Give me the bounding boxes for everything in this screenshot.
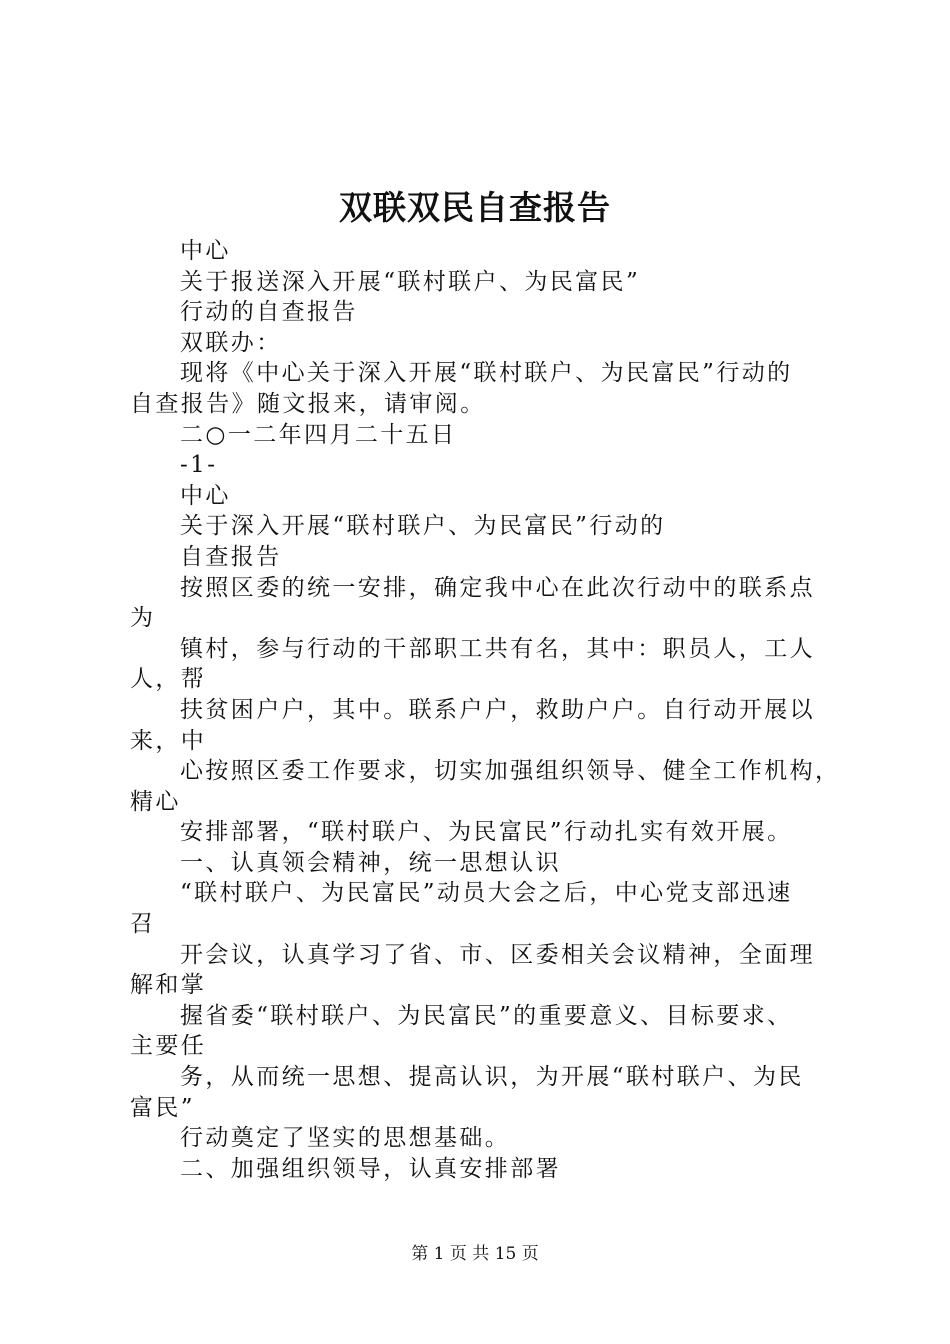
text-line: 双联办：: [180, 329, 282, 356]
text-line: 主要任: [130, 1033, 207, 1060]
text-line: 行动的自查报告: [180, 299, 358, 326]
text-line: 开会议，认真学习了省、市、区委相关会议精神，全面理: [180, 941, 815, 968]
text-line: 按照区委的统一安排，确定我中心在此次行动中的联系点: [180, 574, 815, 601]
text-line: 行动奠定了坚实的思想基础。: [180, 1125, 511, 1152]
text-line: 解和掌: [130, 972, 207, 999]
text-line: 二○一二年四月二十五日: [180, 421, 457, 448]
text-line: 心按照区委工作要求，切实加强组织领导、健全工作机构，: [180, 758, 841, 785]
text-line: 安排部署，“联村联户、为民富民”行动扎实有效开展。: [180, 819, 793, 846]
page-footer: 第 1 页 共 15 页: [411, 1244, 539, 1264]
text-line: 召: [130, 911, 156, 938]
text-line: “联村联户、为民富民”动员大会之后，中心党支部迅速: [180, 880, 793, 907]
text-line: -1-: [180, 452, 218, 479]
text-line: 扶贫困户户，其中。联系户户，救助户户。自行动开展以: [180, 696, 815, 723]
text-line: 来，中: [130, 727, 207, 754]
text-line: 中心: [180, 482, 231, 509]
text-line: 中心: [180, 238, 231, 264]
text-line: 自查报告》随文报来，请审阅。: [130, 390, 486, 417]
text-line: 富民”: [130, 1094, 195, 1121]
text-line: 镇村，参与行动的干部职工共有名，其中：职员人，工人: [180, 635, 815, 662]
text-line: 自查报告: [180, 543, 282, 570]
document-title: 双联双民自查报告: [339, 188, 611, 227]
text-line: 务，从而统一思想、提高认识，为开展“联村联户、为民: [180, 1064, 804, 1091]
text-line: 二、加强组织领导，认真安排部署: [180, 1155, 561, 1182]
text-line: 人，帮: [130, 666, 207, 693]
text-line: 关于报送深入开展“联村联户、为民富民”: [180, 268, 641, 295]
text-line: 精心: [130, 788, 181, 815]
document-body: [130, 236, 841, 1184]
text-line: 现将《中心关于深入开展“联村联户、为民富民”行动的: [180, 360, 793, 387]
text-line: 一、认真领会精神，统一思想认识: [180, 849, 561, 876]
text-line: 关于深入开展“联村联户、为民富民”行动的: [180, 513, 666, 540]
text-line: 握省委“联村联户、为民富民”的重要意义、目标要求、: [180, 1002, 793, 1029]
text-line: 为: [130, 605, 156, 632]
